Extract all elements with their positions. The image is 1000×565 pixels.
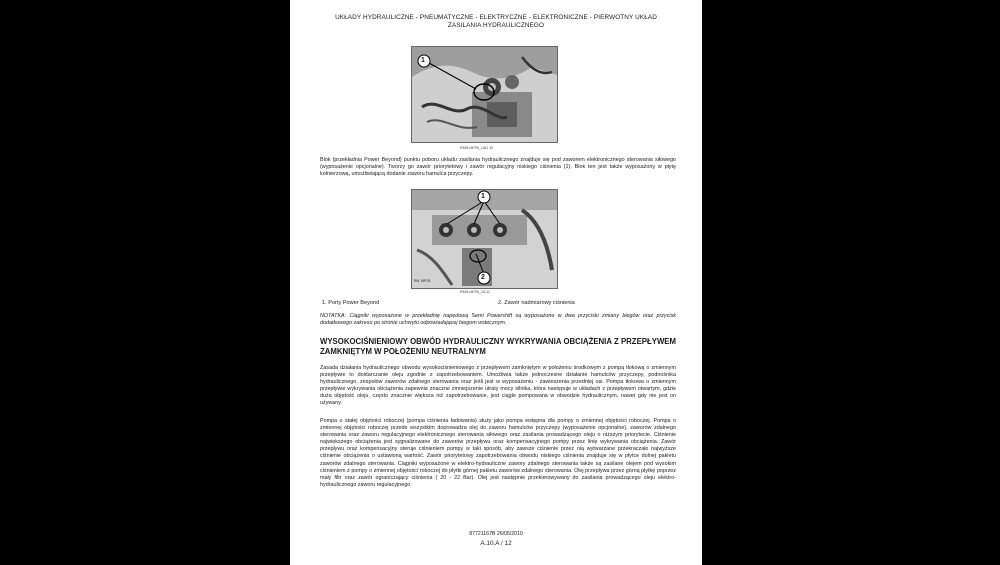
footer-page-number: A.10.A / 12 [480,540,512,547]
figure-2-corner-label: RH 19PJ5 [414,279,431,283]
figure-2-caption: RMH14EPA_1A 11 [460,290,491,294]
document-page [290,0,702,565]
footer-doc-id: 87721167B 26/05/2010 [469,531,523,537]
figure-1-photo [411,46,558,143]
figure-1-illustration [412,47,557,142]
figure-1-caption: RMH14EPA_UA1 10 [460,146,494,150]
figure-1-callout-1: 1 [421,57,425,64]
legend-item-2: 2. Zawór nadmiarowy ciśnienia [498,300,575,306]
body-paragraph-2: Pompa o stałej objętości roboczej (pompa ciśnienia ładowania) służy jako pompa wstępna dla pompy o zmiennej objętości roboczej. Pompa o zmiennej objętości roboczej przede wszystkim doprowadza olej do zaworu hamulców przyczepy (wyposażenie opcjonalne), zaworów zdalnego sterowania oraz zaworu regulacyjnego elektronicznego sterowania siłowego oraz zasilania prowadzącego oleju o niższym priorytecie. Ciśnienie największego obciążenia jest sygnalizowane do zaworów przepływu oraz kompensacyjnego pompy przez linię wykrywania obciążenia. Zawór przepływu oraz kompensacyjny steruje ciśnieniem pompy w taki sposób, aby zawsze ciśnienie przez nią wytwarzane przekraczało najwyższe ciśnienie obciążenia o ustawioną wartość. Zawór priorytetowy zapotrzebowania obwodu niskiego ciśnienia znajduje się w płytce dolnej pakietu zaworów zdalnego sterowania. Ciągniki wyposażone w elektro-hydrauliczne zawory zdalnego sterowania także są zasilane olejem pod wysokim ciśnieniem z pompy o zmiennej objętości roboczej do płytki górnej pakietu zaworów zdalnego sterowania. Olej przepływa przez górną płytkę poprzez mały filtr oraz zawór ograniczający ciśnienia ( 20 - 22 Bar). Olej jest następnie przekierowywany do zasilania prowadzącego oleju elektro-hydraulicznego zaworu regulacyjnego. [320,418,676,488]
header-line-1: UKŁADY HYDRAULICZNE - PNEUMATYCZNE - ELEKTRYCZNE - ELEKTRONICZNE - PIERWOTNY UKŁAD [335,14,657,21]
body-paragraph-1: Zasada działania hydraulicznego obwodu wysokociśnieniowego z przepływem zamkniętym w położeniu środkowym z pompą tłokową o zmiennym przepływie to dostarczanie oleju zgodnie z zapotrzebowaniem. Umożliwia także jednoczesne działanie hamulców przyczepy, podnośnika hydraulicznego, zespołów zaworów zdalnego sterowania oraz jeśli jest w wyposażeniu - zawieszenia przedniej osi. Pompa tłokowa o zmiennym przepływie wykrywania obciążenia zapewnia znaczne zmniejszenie utraty mocy silnika, która następuje w układach z przepływem otwartym, gdzie duża objętość oleju, często znacznie większa niż zapotrzebowanie, jest ciągle pompowana w obwodzie hydraulicznym, nawet gdy nie jest on używany. [320,365,676,407]
header-line-2: ZASILANIA HYDRAULICZNEGO [447,22,545,29]
figure-2-callout-2: 2 [481,274,485,281]
page-header [300,14,692,30]
note-paragraph: NOTATKA: Ciągniki wyposażone w przekładnię napędową Semi Powershift są wyposażone w dwa przyciski zmiany biegów oraz przycisk dodatkowego zakresu po stronie uchwytu odpowiadającej biegom wstecznym. [320,313,676,327]
legend-item-1: 1. Porty Power Beyond [322,300,380,306]
section-title: WYSOKOCIŚNIENIOWY OBWÓD HYDRAULICZNY WYKRYWANIA OBCIĄŻENIA Z PRZEPŁYWEM ZAMKNIĘTYM W POŁOŻENIU NEUTRALNYM [320,337,676,356]
figure-2-callout-1: 1 [481,193,485,200]
figure-2-photo [411,189,558,289]
paragraph-power-beyond: Blok (przekładnia Power Beyond) punktu poboru układu zasilania hydraulicznego znajduje się pod zaworem elektronicznego sterowania siłowego (wyposażenie opcjonalne). Tworzy go zawór priorytetowy i zawór regulacyjny niskiego ciśnienia (1). Blok ten jest także wyposażony w płytę kolnierzową, umożliwiającą dodanie zaworu hamulca przyczepy. [320,157,676,178]
